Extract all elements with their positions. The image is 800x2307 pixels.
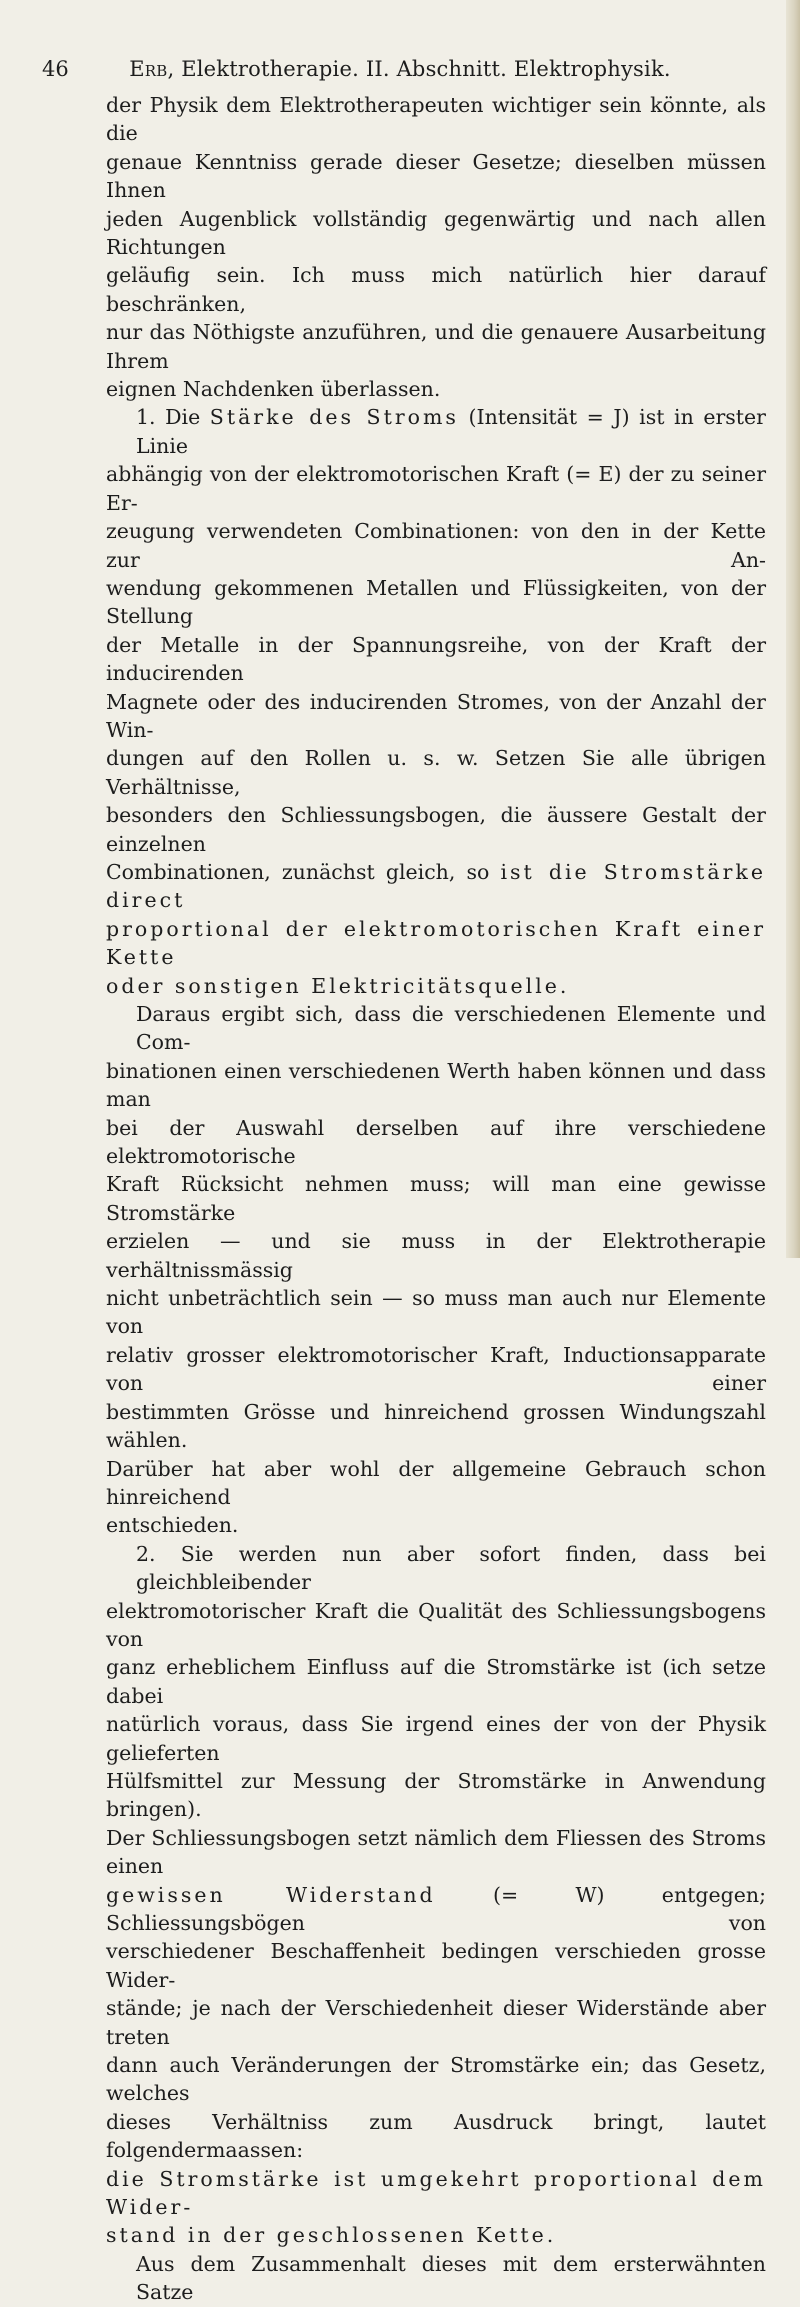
text-segment: besonders den Schliessungsbogen, die äussere Gestalt der einzelnen (106, 803, 766, 856)
emphasized-text: stand in der geschlossenen Kette. (106, 2223, 557, 2248)
text-segment: nur das Nöthigste anzuführen, und die genauere Ausarbeitung Ihrem (106, 320, 766, 373)
text-segment: (Intensität = J) ist in erster Linie (136, 405, 766, 458)
text-segment: binationen einen verschiedenen Werth haben können und dass man (106, 1058, 766, 1112)
text-segment: natürlich voraus, dass Sie irgend eines der von der Physik gelieferten (106, 1712, 766, 1765)
text-line (106, 1057, 766, 1114)
text-segment: entschieden. (106, 1513, 239, 1538)
text-line (106, 261, 766, 318)
text-line (106, 1227, 766, 1284)
text-segment: (= W) entgegen; Schliessungsbögen von (106, 1882, 766, 1935)
text-segment: Der Schliessungsbogen setzt nämlich dem Fliessen des Stroms einen (106, 1825, 766, 1879)
emphasized-text: oder sonstigen Elektricitätsquelle. (106, 973, 570, 998)
text-line (106, 205, 766, 262)
text-line (106, 460, 766, 517)
text-line (106, 1114, 766, 1171)
text-line (106, 1284, 766, 1341)
text-segment: Combinationen, zunächst gleich, so (106, 859, 501, 884)
text-segment: zeugung verwendeten Combinationen: von den in der Kette zur An- (106, 519, 766, 572)
text-line (106, 688, 766, 745)
text-segment: der Physik dem Elektrotherapeuten wichtiger sein könnte, als die (106, 93, 766, 146)
emphasized-text: gewissen Widerstand (106, 1882, 436, 1907)
text-segment: bestimmten Grösse und hinreichend grossen Windungszahl wählen. (106, 1399, 766, 1453)
text-segment: abhängig von der elektromotorischen Kraft (= E) der zu seiner Er- (106, 462, 766, 515)
text-segment: 1. Die (136, 405, 210, 430)
text-segment: dieses Verhältniss zum Ausdruck bringt, lautet folgendermaassen: (106, 2109, 766, 2163)
text-line (106, 801, 766, 858)
page-edge (786, 0, 800, 1258)
text-segment: der Metalle in der Spannungsreihe, von der Kraft der inducirenden (106, 632, 766, 686)
emphasized-text: proportional der elektromotorischen Kraft einer Kette (106, 916, 766, 970)
text-segment: erzielen — und sie muss in der Elektrotherapie verhältnissmässig (106, 1229, 766, 1282)
emphasized-text: Stärke des Stroms (209, 405, 459, 430)
text-line (106, 2250, 766, 2307)
text-line (106, 631, 766, 688)
emphasized-text: ist die Stromstärke direct (106, 859, 766, 913)
text-segment: bei der Auswahl derselben auf ihre verschiedene elektromotorische (106, 1115, 766, 1169)
text-line (106, 375, 766, 403)
text-segment: elektromotorischer Kraft die Qualität des Schliessungsbogens von (106, 1598, 766, 1651)
text-line (106, 1341, 766, 1398)
running-title (90, 52, 710, 86)
text-line (106, 858, 766, 915)
text-segment: Darüber hat aber wohl der allgemeine Gebrauch schon hinreichend (106, 1456, 766, 1509)
text-segment: geläufig sein. Ich muss mich natürlich hier darauf beschränken, (106, 263, 766, 316)
text-line (106, 1597, 766, 1654)
text-line (106, 403, 766, 460)
text-line (106, 318, 766, 375)
text-line (106, 517, 766, 574)
text-line (106, 2221, 766, 2249)
text-segment: Daraus ergibt sich, dass die verschiedenen Elemente und Com- (136, 1002, 766, 1055)
text-segment: Hülfsmittel zur Messung der Stromstärke in Anwendung bringen). (106, 1768, 766, 1822)
running-title-text: , Elektrotherapie. II. Abschnitt. Elektrophysik. (167, 57, 671, 81)
text-segment: verschiedener Beschaffenheit bedingen verschieden grosse Wider- (106, 1939, 766, 1992)
text-line (106, 1511, 766, 1539)
text-line (106, 1170, 766, 1227)
text-segment: genaue Kenntniss gerade dieser Gesetze; dieselben müssen Ihnen (106, 149, 766, 203)
text-line (106, 1455, 766, 1512)
text-line (106, 1767, 766, 1824)
text-segment: eignen Nachdenken überlassen. (106, 377, 441, 402)
text-segment: wendung gekommenen Metallen und Flüssigkeiten, von der Stellung (106, 575, 766, 629)
text-line (106, 148, 766, 205)
emphasized-text: die Stromstärke ist umgekehrt proportional dem Wider- (106, 2166, 766, 2220)
text-segment: jeden Augenblick vollständig gegenwärtig und nach allen Richtungen (106, 206, 766, 260)
text-line (106, 1653, 766, 1710)
text-segment: relativ grosser elektromotorischer Kraft, Inductionsapparate von einer (106, 1342, 766, 1396)
text-line (106, 1710, 766, 1767)
text-segment: dann auch Veränderungen der Stromstärke ein; das Gesetz, welches (106, 2053, 766, 2106)
text-line (106, 2165, 766, 2222)
text-segment: dungen auf den Rollen u. s. w. Setzen Sie alle übrigen Verhältnisse, (106, 746, 766, 799)
text-segment: Aus dem Zusammenhalt dieses mit dem ersterwähnten Satze (136, 2251, 766, 2305)
text-line (106, 1937, 766, 1994)
body-text (106, 91, 766, 2307)
text-segment: Kraft Rücksicht nehmen muss; will man eine gewisse Stromstärke (106, 1172, 766, 1225)
text-line (106, 744, 766, 801)
text-line (106, 1540, 766, 1597)
text-segment: stände; je nach der Verschiedenheit dieser Widerstände aber treten (106, 1996, 766, 2049)
text-line (106, 2108, 766, 2165)
text-line (106, 91, 766, 148)
author-name: Erb (129, 57, 168, 81)
text-segment: ganz erheblichem Einfluss auf die Stromstärke ist (ich setze dabei (106, 1655, 766, 1708)
text-line (106, 972, 766, 1000)
text-line (106, 1881, 766, 1938)
text-line (106, 2051, 766, 2108)
text-line (106, 1824, 766, 1881)
page-number: 46 (42, 57, 69, 81)
text-segment: Magnete oder des inducirenden Stromes, von der Anzahl der Win- (106, 689, 766, 742)
text-line (106, 574, 766, 631)
text-line (106, 1994, 766, 2051)
text-line (106, 1000, 766, 1057)
text-line (106, 915, 766, 972)
running-header (0, 52, 800, 86)
text-segment: nicht unbeträchtlich sein — so muss man auch nur Elemente von (106, 1286, 766, 1339)
text-segment: 2. Sie werden nun aber sofort finden, dass bei gleichbleibender (136, 1541, 766, 1595)
text-line (106, 1398, 766, 1455)
